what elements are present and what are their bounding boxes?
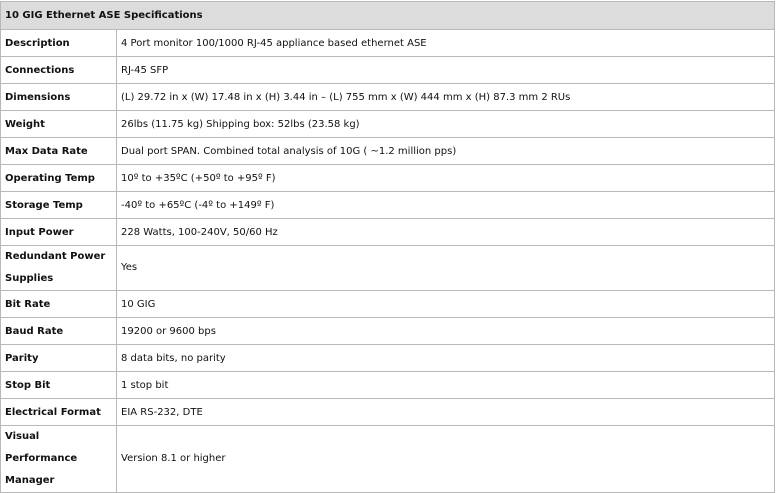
spec-value: Version 8.1 or higher (117, 426, 775, 493)
spec-label: Electrical Format (1, 399, 117, 426)
spec-label: Max Data Rate (1, 138, 117, 165)
table-row (1, 246, 775, 291)
spec-label: Description (1, 30, 117, 57)
spec-value: 26lbs (11.75 kg) Shipping box: 52lbs (23.58 kg) (117, 111, 775, 138)
table-row (1, 426, 775, 493)
table-row (1, 291, 775, 318)
spec-label: Storage Temp (1, 192, 117, 219)
table-header-row (1, 2, 775, 30)
table-row (1, 372, 775, 399)
table-row (1, 318, 775, 345)
spec-label: Redundant Power Supplies (1, 246, 117, 291)
spec-label: Connections (1, 57, 117, 84)
spec-value: (L) 29.72 in x (W) 17.48 in x (H) 3.44 in – (L) 755 mm x (W) 444 mm x (H) 87.3 mm 2 RUs (117, 84, 775, 111)
spec-value: 10º to +35ºC (+50º to +95º F) (117, 165, 775, 192)
spec-value: 4 Port monitor 100/1000 RJ-45 appliance based ethernet ASE (117, 30, 775, 57)
spec-value: Dual port SPAN. Combined total analysis of 10G ( ~1.2 million pps) (117, 138, 775, 165)
table-row (1, 30, 775, 57)
table-row (1, 192, 775, 219)
spec-value: 228 Watts, 100-240V, 50/60 Hz (117, 219, 775, 246)
spec-value: -40º to +65ºC (-4º to +149º F) (117, 192, 775, 219)
table-row (1, 138, 775, 165)
spec-value: RJ-45 SFP (117, 57, 775, 84)
spec-value: 8 data bits, no parity (117, 345, 775, 372)
spec-label: Bit Rate (1, 291, 117, 318)
specifications-table (0, 1, 775, 493)
spec-label: Weight (1, 111, 117, 138)
table-row (1, 345, 775, 372)
spec-value: 19200 or 9600 bps (117, 318, 775, 345)
table-row (1, 111, 775, 138)
table-row (1, 399, 775, 426)
spec-label: Operating Temp (1, 165, 117, 192)
spec-label: Input Power (1, 219, 117, 246)
spec-label: Parity (1, 345, 117, 372)
table-row (1, 165, 775, 192)
spec-label: Visual Performance Manager (1, 426, 117, 493)
spec-value: Yes (117, 246, 775, 291)
spec-label: Dimensions (1, 84, 117, 111)
spec-value: 10 GIG (117, 291, 775, 318)
spec-label: Stop Bit (1, 372, 117, 399)
table-row (1, 84, 775, 111)
spec-value: EIA RS-232, DTE (117, 399, 775, 426)
table-title: 10 GIG Ethernet ASE Specifications (1, 2, 775, 30)
table-row (1, 57, 775, 84)
spec-value: 1 stop bit (117, 372, 775, 399)
table-row (1, 219, 775, 246)
spec-label: Baud Rate (1, 318, 117, 345)
